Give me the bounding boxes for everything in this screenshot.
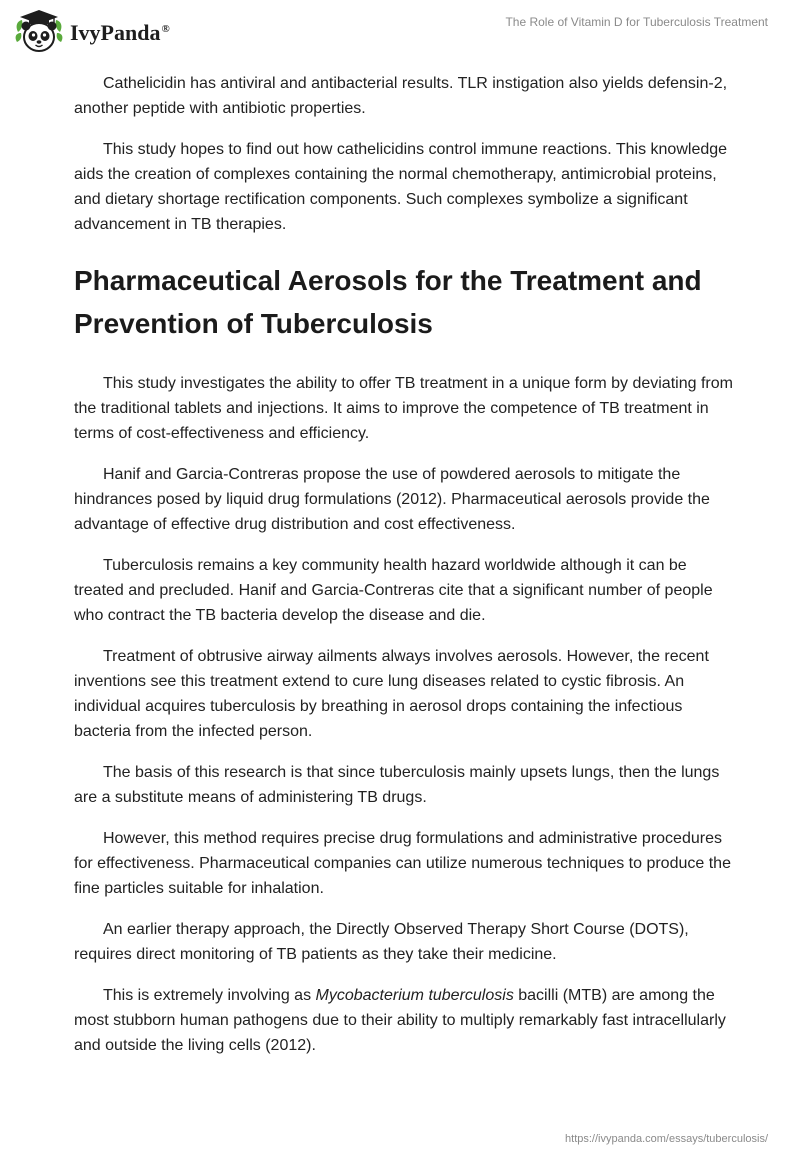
paragraph-10-end: bacilli (MTB) are among the most stubborn human pathogens due to their ability to multiply remarkably fast intracellularly and outside the living cells (2012).	[74, 987, 726, 1054]
source-url[interactable]: https://ivypanda.com/essays/tuberculosis/	[565, 1133, 768, 1145]
paragraph-9: An earlier therapy approach, the Directly Observed Therapy Short Course (DOTS), requires direct monitoring of TB patients as they take their medicine.	[74, 921, 689, 963]
paragraph-1: Cathelicidin has antiviral and antibacterial results. TLR instigation also yields defensin-2, another peptide with antibiotic properties.	[74, 75, 728, 117]
paragraph-10-start: This is extremely involving as	[103, 987, 316, 1004]
paragraph-3: This study investigates the ability to offer TB treatment in a unique form by deviating from the traditional tablets and injections. It aims to improve the competence of TB treatment in terms of cost-effectiveness and efficiency.	[74, 375, 733, 442]
paragraph-7: The basis of this research is that since tuberculosis mainly upsets lungs, then the lungs are a substitute means of administering TB drugs.	[74, 764, 720, 806]
logo-text: IvyPanda	[70, 20, 161, 45]
paragraph-4: Hanif and Garcia-Contreras propose the use of powdered aerosols to mitigate the hindrances posed by liquid drug formulations (2012). Pharmaceutical aerosols provide the advantage of effective drug distribution and cost effectiveness.	[74, 466, 710, 533]
section-heading: Pharmaceutical Aerosols for the Treatment and Prevention of Tuberculosis	[74, 265, 702, 339]
paragraph-10	[74, 983, 734, 1058]
paragraph-6: Treatment of obtrusive airway ailments always involves aerosols. However, the recent inventions see this treatment extend to cure lung diseases related to cystic fibrosis. An individual acquires tuberculosis by breathing in aerosol drops containing the infectious bacteria from the infected person.	[74, 648, 709, 740]
logo-wordmark	[70, 20, 170, 46]
document-title: The Role of Vitamin D for Tuberculosis Treatment	[505, 15, 768, 29]
species-name: Mycobacterium tuberculosis	[315, 987, 514, 1004]
essay-content	[74, 71, 734, 1074]
paragraph-8: However, this method requires precise drug formulations and administrative procedures for effectiveness. Pharmaceutical companies can utilize numerous techniques to produce the fine particles suitable for inhalation.	[74, 830, 731, 897]
paragraph-5: Tuberculosis remains a key community health hazard worldwide although it can be treated and precluded. Hanif and Garcia-Contreras cite that a significant number of people who contract the TB bacteria develop the disease and die.	[74, 557, 713, 624]
ivypanda-logo[interactable]	[14, 8, 170, 56]
page-header	[0, 0, 800, 70]
paragraph-2: This study hopes to find out how cathelicidins control immune reactions. This knowledge aids the creation of complexes containing the normal chemotherapy, antimicrobial proteins, and dietary shortage rectification components. Such complexes symbolize a significant advancement in TB therapies.	[74, 141, 728, 233]
registered-mark: ®	[161, 22, 170, 35]
panda-graduate-icon	[14, 8, 64, 56]
